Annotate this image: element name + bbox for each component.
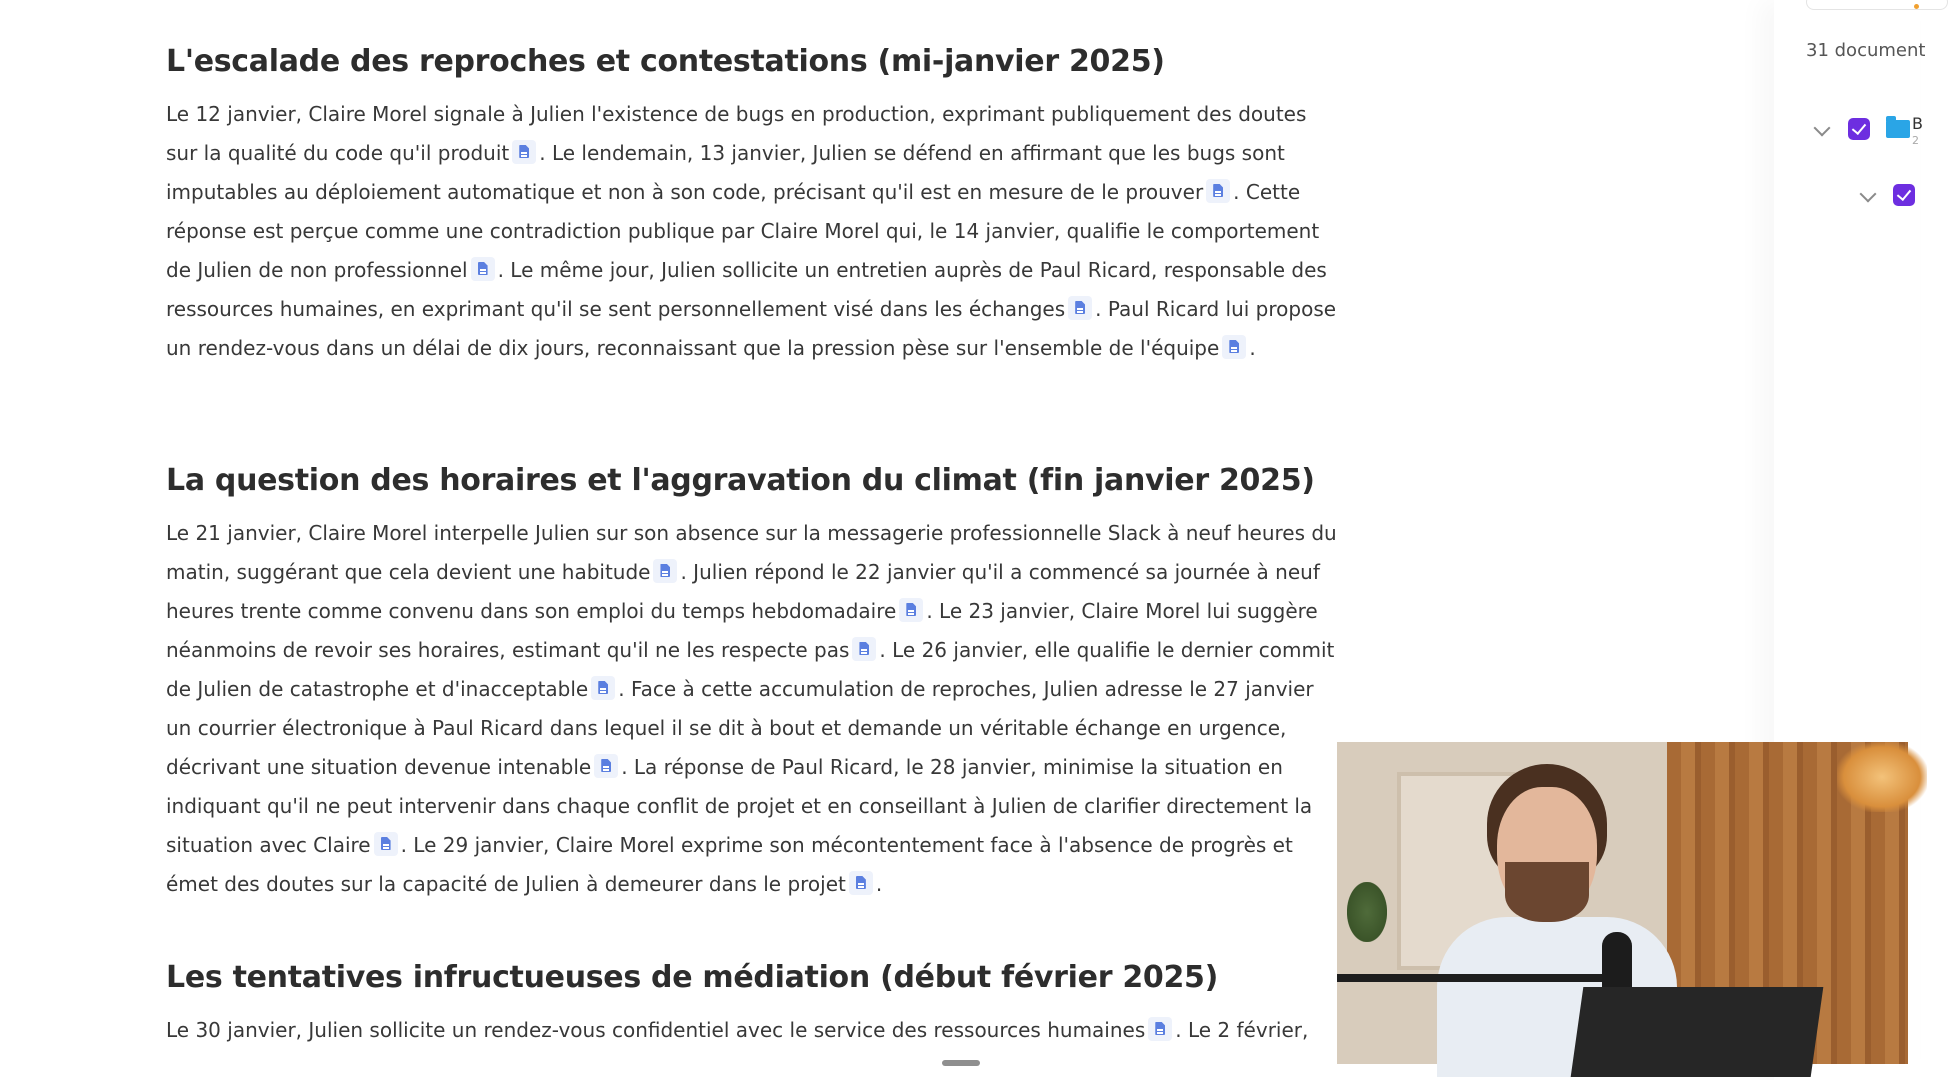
webcam-laptop <box>1571 987 1824 1077</box>
paragraph-text: . <box>875 872 883 896</box>
document-source-icon[interactable] <box>899 598 923 622</box>
section-mediation <box>166 960 1341 1050</box>
document-source-icon[interactable] <box>849 871 873 895</box>
document-source-icon[interactable] <box>374 832 398 856</box>
paragraph-text: . Face à cette accumulation de reproches, Julien adresse le 27 janvier un courrier électronique à Paul Ricard dans lequel il se dit à bout et demande un véritable échange en urgence, décrivant une situation devenue intenable <box>166 677 1314 779</box>
paragraph-text: . Le lendemain, 13 janvier, Julien se défend en affirmant que les bugs sont imputables au déploiement automatique et non à son code, précisant qu'il est en mesure de le prouver <box>166 141 1285 204</box>
document-source-icon[interactable] <box>512 140 536 164</box>
section-paragraph <box>166 95 1341 368</box>
paragraph-text: Le 30 janvier, Julien sollicite un rendez-vous confidentiel avec le service des ressources humaines <box>166 1018 1146 1042</box>
document-source-icon[interactable] <box>852 637 876 661</box>
checkbox-checked-icon[interactable] <box>1848 118 1870 140</box>
folder-icon <box>1886 120 1910 138</box>
folder-label: B <box>1912 114 1923 133</box>
document-source-icon[interactable] <box>1148 1017 1172 1041</box>
section-heading: La question des horaires et l'aggravation du climat (fin janvier 2025) <box>166 463 1315 498</box>
section-heading: Les tentatives infructueuses de médiation (début février 2025) <box>166 960 1219 995</box>
document-source-icon[interactable] <box>653 559 677 583</box>
folder-subcount: 2 <box>1912 134 1919 147</box>
folder-row[interactable] <box>1774 114 1923 147</box>
webcam-overlay <box>1337 742 1908 1064</box>
section-horaires <box>166 463 1341 904</box>
webcam-lamp <box>1837 742 1927 812</box>
scroll-indicator[interactable] <box>942 1060 980 1066</box>
chevron-down-icon[interactable] <box>1860 186 1877 203</box>
webcam-mic-arm <box>1337 974 1627 982</box>
sidebar-search-box[interactable] <box>1806 0 1948 10</box>
paragraph-text: . La réponse de Paul Ricard, le 28 janvier, minimise la situation en indiquant qu'il ne peut intervenir dans chaque conflit de projet et en conseillant à Julien de clarifier directement la situation avec Claire <box>166 755 1313 857</box>
section-escalade <box>166 44 1341 368</box>
document-source-icon[interactable] <box>1068 296 1092 320</box>
webcam-plant <box>1347 882 1387 942</box>
paragraph-text: . Le 23 janvier, Claire Morel lui suggère néanmoins de revoir ses horaires, estimant qu'il ne les respecte pas <box>166 599 1318 662</box>
paragraph-text: . Cette réponse est perçue comme une contradiction publique par Claire Morel qui, le 14 janvier, qualifie le comportement de Julien de non professionnel <box>166 180 1320 282</box>
checkbox-checked-icon[interactable] <box>1893 184 1915 206</box>
paragraph-text: Le 21 janvier, Claire Morel interpelle Julien sur son absence sur la messagerie professionnelle Slack à neuf heures du matin, suggérant que cela devient une habitude <box>166 521 1337 584</box>
chevron-down-icon[interactable] <box>1814 120 1831 137</box>
paragraph-text: . Le 26 janvier, elle qualifie le dernier commit de Julien de catastrophe et d'inacceptable <box>166 638 1335 701</box>
document-source-icon[interactable] <box>591 676 615 700</box>
document-source-icon[interactable] <box>1222 335 1246 359</box>
paragraph-text: . Le 29 janvier, Claire Morel exprime son mécontentement face à l'absence de progrès et émet des doutes sur la capacité de Julien à demeurer dans le projet <box>166 833 1293 896</box>
paragraph-text: . Julien répond le 22 janvier qu'il a commencé sa journée à neuf heures trente comme convenu dans son emploi du temps hebdomadaire <box>166 560 1320 623</box>
webcam-presenter-beard <box>1505 862 1589 922</box>
paragraph-text: Le 12 janvier, Claire Morel signale à Julien l'existence de bugs en production, exprimant publiquement des doutes sur la qualité du code qu'il produit <box>166 102 1307 165</box>
notification-dot <box>1914 4 1919 9</box>
subfolder-row[interactable] <box>1774 180 1920 208</box>
document-count: 31 document <box>1806 40 1926 61</box>
document-source-icon[interactable] <box>471 257 495 281</box>
document-source-icon[interactable] <box>1206 179 1230 203</box>
paragraph-text: . Le même jour, Julien sollicite un entretien auprès de Paul Ricard, responsable des ressources humaines, en exprimant qu'il se sent personnellement visé dans les échanges <box>166 258 1327 321</box>
paragraph-text: . <box>1249 336 1256 360</box>
paragraph-text: . Paul Ricard lui propose un rendez-vous dans un délai de dix jours, reconnaissant que la pression pèse sur l'ensemble de l'équipe <box>166 297 1337 360</box>
section-paragraph <box>166 514 1341 904</box>
section-paragraph <box>166 1011 1341 1050</box>
paragraph-text: . Le 2 février, <box>1175 1018 1309 1042</box>
document-source-icon[interactable] <box>594 754 618 778</box>
section-heading: L'escalade des reproches et contestations (mi-janvier 2025) <box>166 44 1165 79</box>
